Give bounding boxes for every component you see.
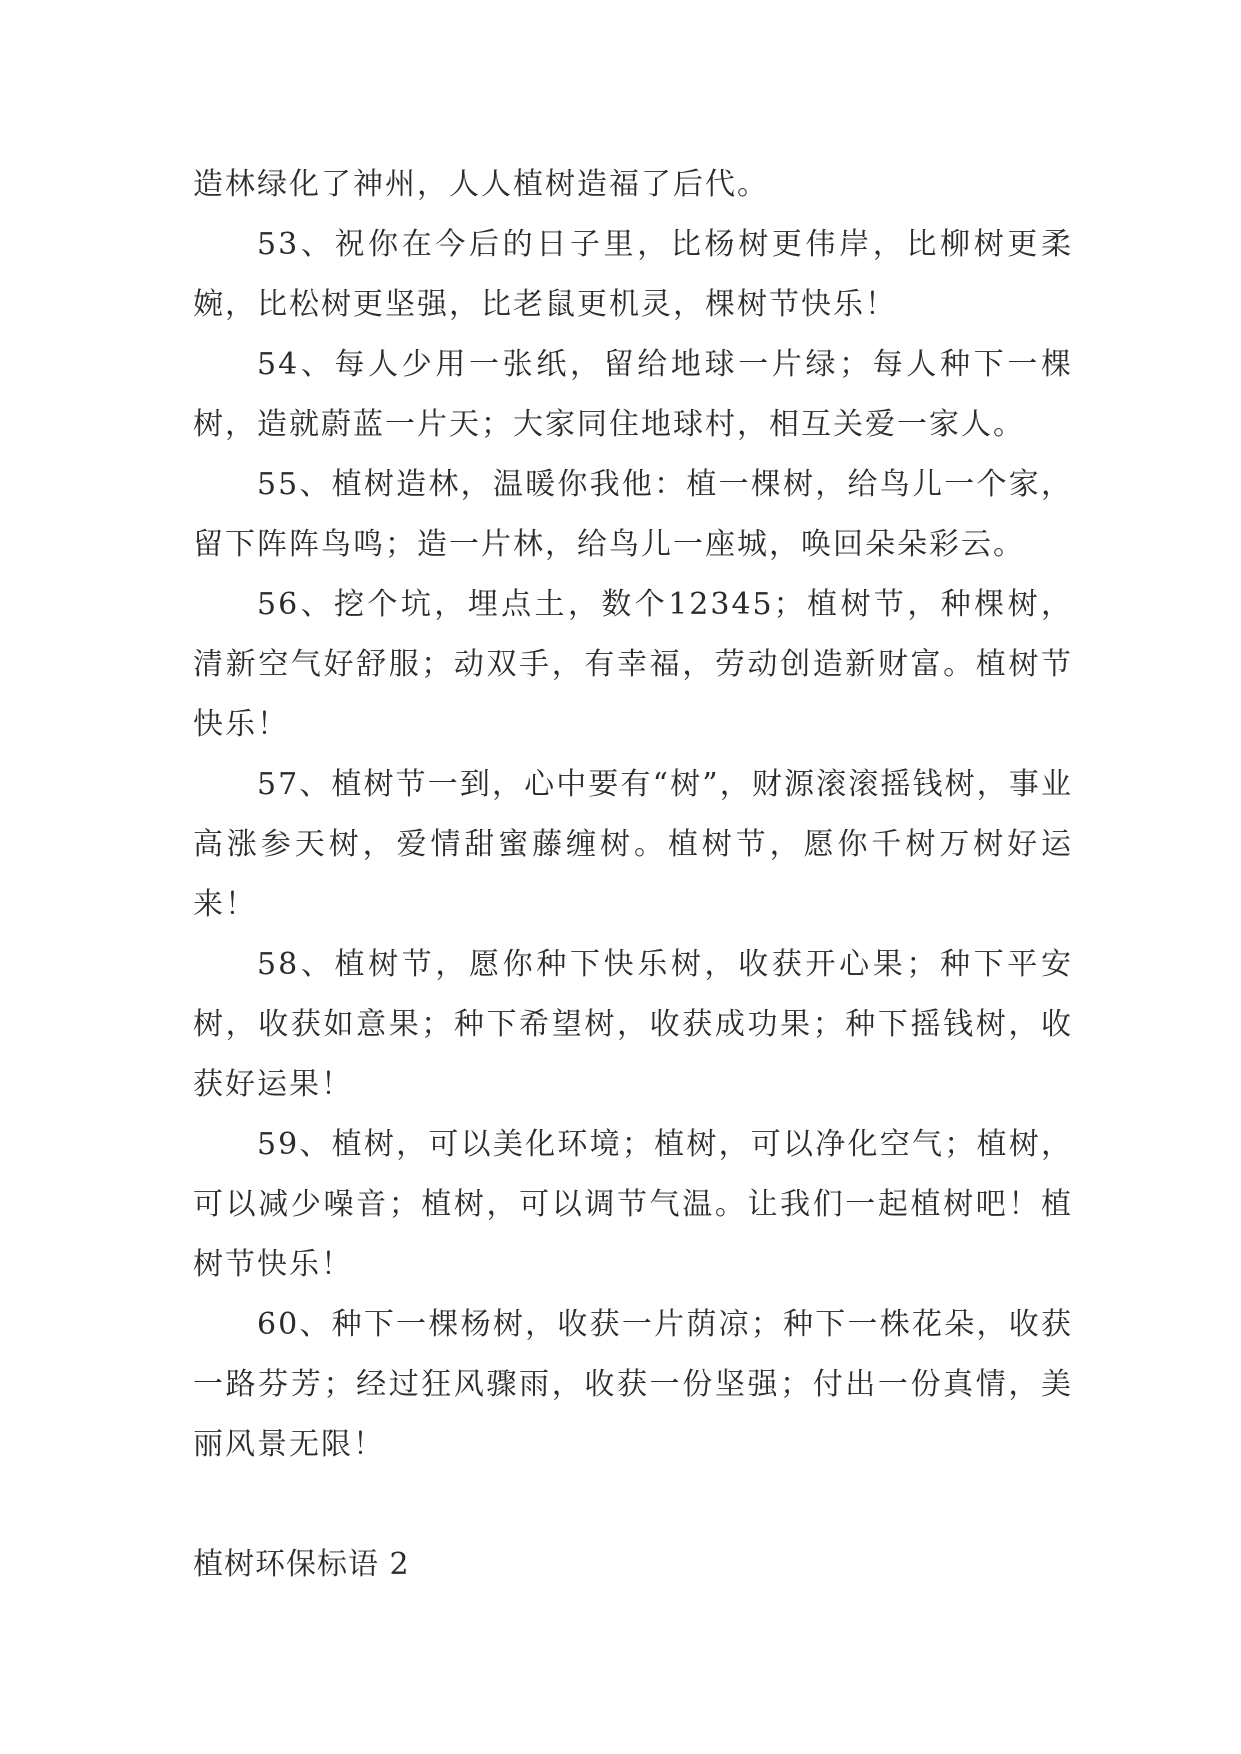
paragraph-60: 60、种下一棵杨树，收获一片荫凉；种下一株花朵，收获一路芬芳；经过狂风骤雨，收获一份坚强；付出一份真情，美丽风景无限！ [193,1307,1073,1462]
paragraph-54: 54、每人少用一张纸，留给地球一片绿；每人种下一棵树，造就蔚蓝一片天；大家同住地球村，相互关爱一家人。 [193,347,1073,442]
paragraph-59: 59、植树，可以美化环境；植树，可以净化空气；植树，可以减少噪音；植树，可以调节气温。让我们一起植树吧！植树节快乐！ [193,1127,1073,1282]
paragraph-57: 57、植树节一到，心中要有“树”，财源滚滚摇钱树，事业高涨参天树，爱情甜蜜藤缠树。植树节，愿你千树万树好运来！ [193,767,1073,922]
paragraph-continuation: 造林绿化了神州，人人植树造福了后代。 [193,167,769,202]
paragraph-58: 58、植树节，愿你种下快乐树，收获开心果；种下平安树，收获如意果；种下希望树，收获成功果；种下摇钱树，收获好运果！ [193,947,1073,1102]
document-page [193,155,1073,1595]
paragraph-55: 55、植树造林，温暖你我他：植一棵树，给鸟儿一个家，留下阵阵鸟鸣；造一片林，给鸟儿一座城，唤回朵朵彩云。 [193,467,1073,562]
paragraph-53: 53、祝你在今后的日子里，比杨树更伟岸，比柳树更柔婉，比松树更坚强，比老鼠更机灵，棵树节快乐！ [193,227,1073,322]
paragraph-56: 56、挖个坑，埋点土，数个12345；植树节，种棵树，清新空气好舒服；动双手，有幸福，劳动创造新财富。植树节快乐！ [193,587,1073,742]
section-title: 植树环保标语 2 [193,1547,410,1582]
